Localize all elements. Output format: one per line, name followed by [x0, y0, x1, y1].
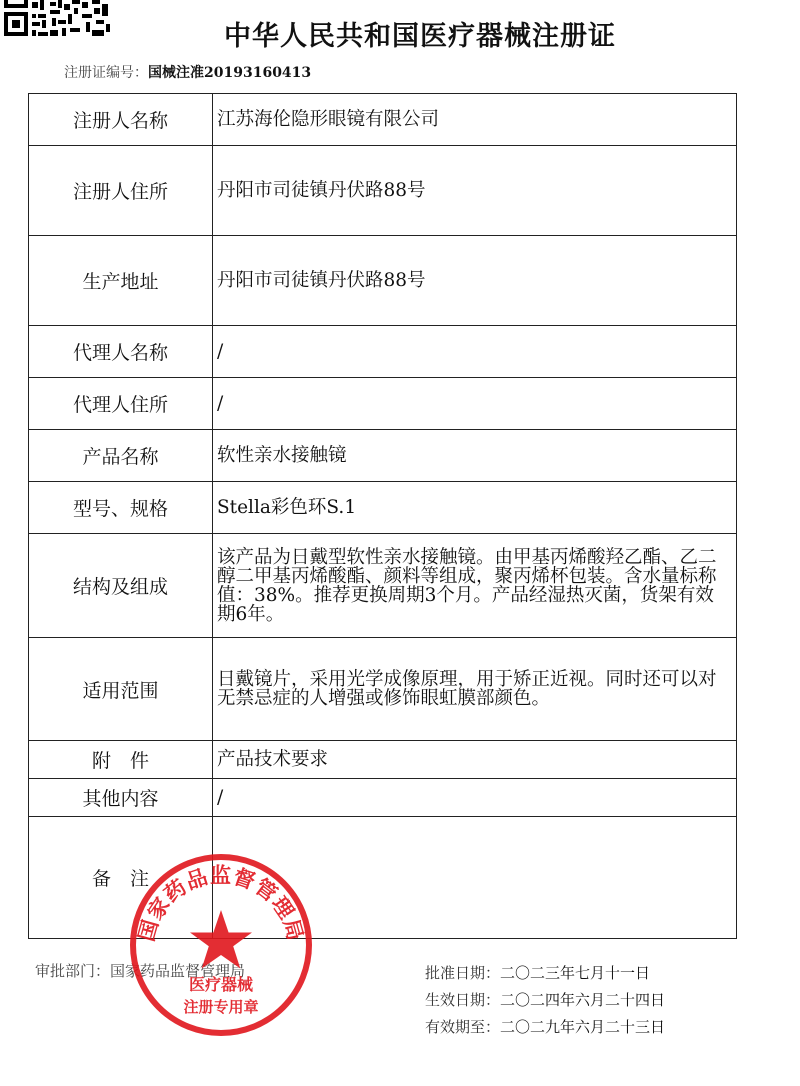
seal-arc-text: 国家药品监督管理局 — [134, 863, 308, 944]
effective-date — [425, 987, 665, 1014]
table-row — [29, 146, 737, 236]
expiry-date-value: 二〇二九年六月二十三日 — [500, 1018, 666, 1036]
row-value: 江苏海伦隐形眼镜有限公司 — [213, 94, 737, 146]
approval-date — [425, 960, 665, 987]
registration-number-value: 国械注准20193160413 — [148, 65, 312, 81]
row-value: 丹阳市司徒镇丹伏路88号 — [213, 146, 737, 236]
table-row — [29, 326, 737, 378]
registration-number-label: 注册证编号： — [64, 65, 148, 81]
row-label: 其他内容 — [29, 779, 213, 817]
row-value: / — [213, 326, 737, 378]
seal-line2: 注册专用章 — [183, 998, 259, 1016]
registration-number — [64, 62, 311, 82]
table-row — [29, 779, 737, 817]
page-title: 中华人民共和国医疗器械注册证 — [224, 21, 616, 52]
row-value: 产品技术要求 — [213, 741, 737, 779]
table-row — [29, 378, 737, 430]
row-label: 注册人住所 — [29, 146, 213, 236]
row-value: Stella彩色环S.1 — [213, 482, 737, 534]
row-value: 该产品为日戴型软性亲水接触镜。由甲基丙烯酸羟乙酯、乙二醇二甲基丙烯酸酯、颜料等组成，聚丙烯杯包装。含水量标称值：38%。推荐更换周期3个月。产品经湿热灭菌，货架有效期6年。 — [213, 534, 737, 638]
approval-date-value: 二〇二三年七月十一日 — [500, 964, 651, 982]
row-label: 备 注 — [29, 817, 213, 939]
dates-block — [425, 960, 665, 1041]
effective-date-label: 生效日期： — [425, 991, 501, 1009]
row-value: 日戴镜片，采用光学成像原理，用于矫正近视。同时还可以对无禁忌症的人增强或修饰眼虹膜部颜色。 — [213, 638, 737, 741]
approval-department-label: 审批部门： — [35, 962, 111, 980]
row-label: 代理人名称 — [29, 326, 213, 378]
seal-line1: 医疗器械 — [188, 975, 254, 994]
table-row — [29, 638, 737, 741]
row-value: / — [213, 779, 737, 817]
row-value: 软性亲水接触镜 — [213, 430, 737, 482]
row-label: 生产地址 — [29, 236, 213, 326]
row-label: 型号、规格 — [29, 482, 213, 534]
table-row — [29, 236, 737, 326]
table-row — [29, 94, 737, 146]
certificate-table — [28, 93, 737, 939]
table-row — [29, 534, 737, 638]
row-label: 结构及组成 — [29, 534, 213, 638]
row-label: 附 件 — [29, 741, 213, 779]
row-label: 代理人住所 — [29, 378, 213, 430]
table-row — [29, 430, 737, 482]
row-value: 丹阳市司徒镇丹伏路88号 — [213, 236, 737, 326]
effective-date-value: 二〇二四年六月二十四日 — [500, 991, 666, 1009]
star-icon — [190, 910, 252, 969]
row-label: 注册人名称 — [29, 94, 213, 146]
row-label: 适用范围 — [29, 638, 213, 741]
expiry-date — [425, 1014, 665, 1041]
official-seal-stamp — [128, 852, 314, 1038]
approval-date-label: 批准日期： — [425, 964, 501, 982]
table-row — [29, 482, 737, 534]
approval-department-value: 国家药品监督管理局 — [110, 962, 246, 980]
row-label: 产品名称 — [29, 430, 213, 482]
expiry-date-label: 有效期至： — [425, 1018, 501, 1036]
row-value: / — [213, 378, 737, 430]
table-row — [29, 741, 737, 779]
